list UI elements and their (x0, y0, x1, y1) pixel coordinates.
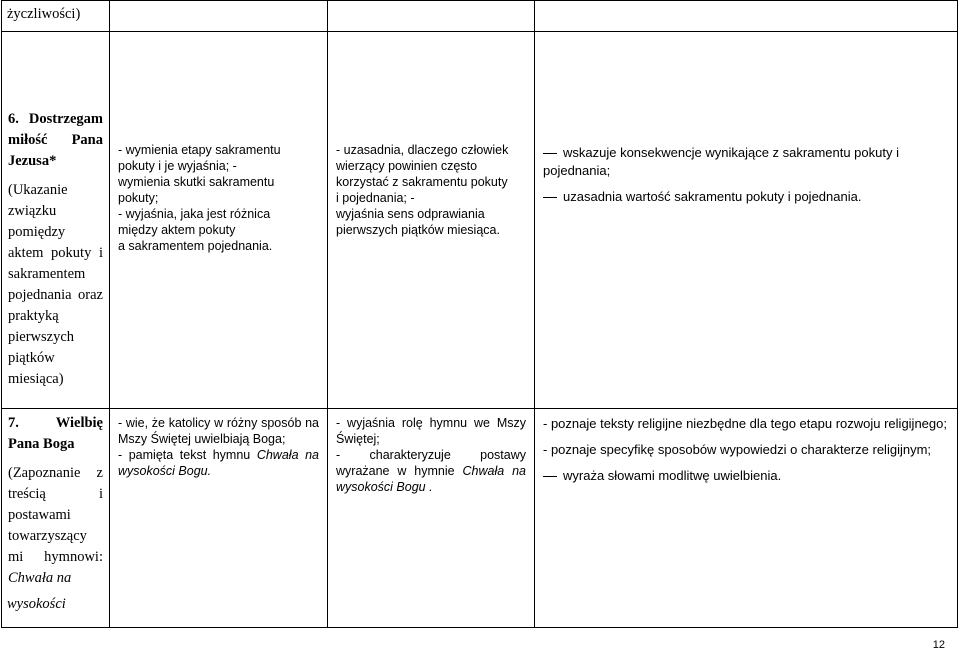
requirement-line: - wyjaśnia, jaka jest różnica (118, 207, 271, 221)
outcome-item-text: uzasadnia wartość sakramentu pokuty i pojednania. (563, 189, 862, 204)
topic-6-basic-requirements (110, 32, 327, 254)
requirement-line: korzystać z sakramentu pokuty (336, 175, 508, 189)
requirement-line: i pojednania; - (336, 191, 415, 205)
cell-prev-topic (2, 1, 110, 32)
requirement-line: wyjaśnia sens odprawiania (336, 207, 485, 221)
topic-6-block (2, 32, 109, 390)
requirement-line: pokuty; (118, 191, 159, 205)
requirement-text: - charakteryzuje postawy wyrażane w hymnie (336, 448, 526, 478)
outcome-item-text: wskazuje konsekwencje wynikające z sakramentu pokuty i pojednania; (543, 145, 899, 178)
requirement-line (336, 447, 526, 495)
cell-topic-7-extended (328, 409, 535, 628)
page-number: 12 (932, 639, 945, 651)
cell-topic-6 (2, 32, 110, 409)
spacer (543, 180, 949, 188)
outcome-item (543, 188, 949, 206)
topic-6-subtitle: (Ukazanie związku pomiędzy aktem pokuty i sakramentem pojednania oraz praktyką pierwszych piątków miesiąca) (8, 182, 103, 387)
requirement-line: wierzący powinien często (336, 159, 478, 173)
topic-6-extended-requirements (328, 32, 534, 238)
table-row-topic-7 (2, 409, 958, 628)
cell-topic-6-extended (328, 32, 535, 409)
topic-6-outcomes (535, 32, 957, 206)
cell-topic-7 (2, 409, 110, 628)
prev-topic-text: życzliwości) (7, 6, 81, 22)
outcome-item (543, 144, 949, 180)
topic-7-basic-requirements (110, 409, 327, 479)
spacer (543, 433, 949, 441)
hymn-title: Chwała na wysokości Bogu . (336, 464, 526, 494)
requirement-text: - pamięta tekst hymnu (118, 448, 251, 462)
requirement-line: wymienia skutki sakramentu (118, 175, 275, 189)
topic-7-extended-requirements (328, 409, 534, 495)
cell-empty (110, 1, 328, 32)
topic-7-block (2, 409, 109, 589)
outcome-item: - poznaje specyfikę sposobów wypowiedzi o charakterze religijnym; (543, 442, 932, 457)
topic-7-outcomes (535, 409, 957, 485)
cell-empty (535, 1, 958, 32)
spacer (543, 459, 949, 467)
cell-topic-6-basic (110, 32, 328, 409)
cell-topic-7-outcomes (535, 409, 958, 628)
cell-topic-6-outcomes (535, 32, 958, 409)
requirement-line: - wie, że katolicy w różny sposób na Mszy Świętej uwielbiają Boga; (118, 416, 319, 446)
topic-7-hymn-name: Chwała na (8, 570, 72, 586)
requirement-line: - uzasadnia, dlaczego człowiek (336, 143, 509, 157)
table-row-continuation (2, 1, 958, 32)
requirement-line: a sakramentem pojednania. (118, 239, 273, 253)
requirement-line: - wyjaśnia rolę hymnu we Mszy Świętej; (336, 416, 526, 446)
curriculum-table (1, 0, 958, 628)
topic-7-subtitle (8, 463, 103, 589)
requirement-line: pokuty i je wyjaśnia; - (118, 159, 237, 173)
topic-6-title: 6. Dostrzegam miłość Pana Jezusa* (8, 111, 103, 169)
requirement-line (118, 447, 319, 479)
topic-7-title: 7. Wielbię Pana Boga (8, 415, 103, 452)
requirement-line: między aktem pokuty (118, 223, 236, 237)
table-row-topic-6 (2, 32, 958, 409)
cell-topic-7-basic (110, 409, 328, 628)
requirement-line: - wymienia etapy sakramentu (118, 143, 281, 157)
hymn-title: Chwała na wysokości Bogu. (118, 448, 319, 478)
cell-empty (328, 1, 535, 32)
outcome-item: - poznaje teksty religijne niezbędne dla tego etapu rozwoju religijnego; (543, 416, 947, 431)
topic-7-hymn-name-continuation: wysokości (7, 596, 66, 612)
outcome-item-text: wyraża słowami modlitwę uwielbienia. (563, 468, 782, 483)
topic-7-subtitle-text: (Zapoznanie z treścią i postawami towarzyszący mi hymnowi: (8, 465, 103, 565)
outcome-item (543, 467, 949, 485)
requirement-line: pierwszych piątków miesiąca. (336, 223, 500, 237)
